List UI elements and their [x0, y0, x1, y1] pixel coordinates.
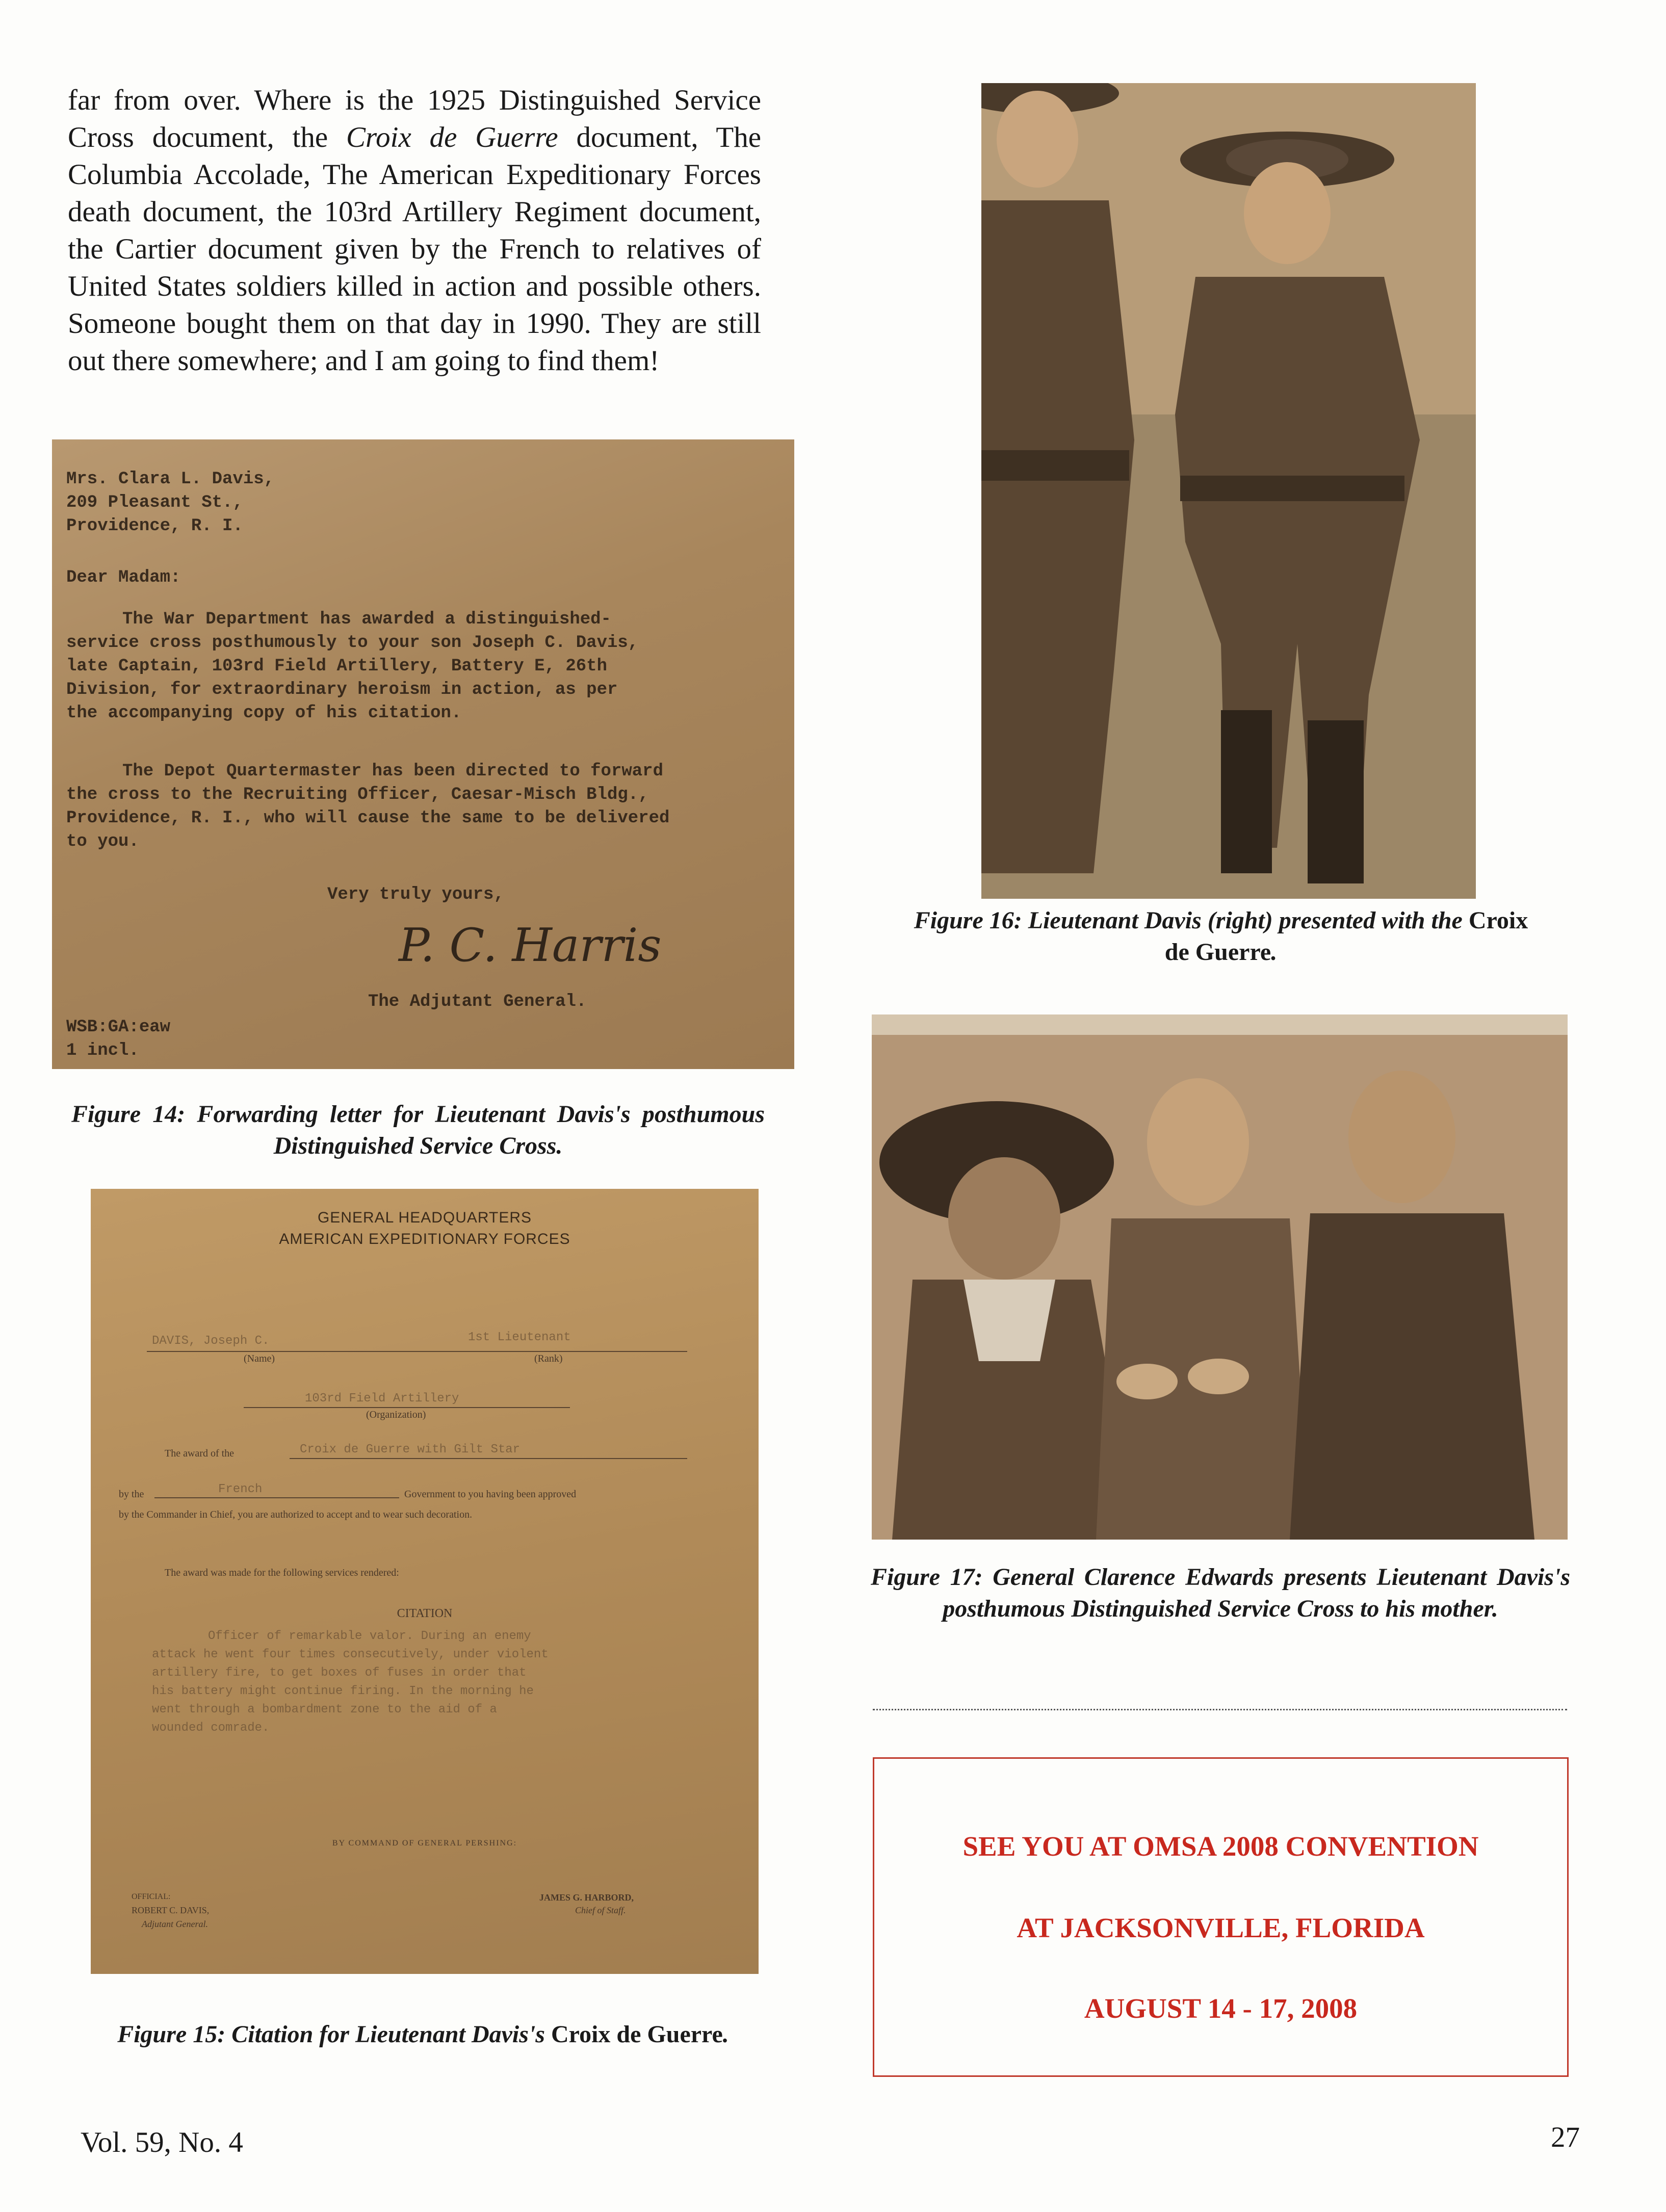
letter-line: The Depot Quartermaster has been directed to forward	[122, 762, 663, 781]
figure-15-caption-end: .	[722, 2021, 729, 2048]
address-line: Mrs. Clara L. Davis,	[66, 470, 275, 489]
letter-enclosure: 1 incl.	[66, 1041, 139, 1060]
convention-line-3: AUGUST 14 - 17, 2008	[1084, 1993, 1358, 2024]
letter-signature: P. C. Harris	[399, 919, 662, 972]
citation-rank-label: (Rank)	[534, 1353, 563, 1364]
citation-official-label: OFFICIAL:	[132, 1892, 171, 1901]
figure-16-caption-title: Croix de Guerre	[1164, 907, 1528, 966]
letter-initials: WSB:GA:eaw	[66, 1018, 171, 1037]
soldiers-photo	[981, 83, 1476, 899]
letter-address	[66, 467, 274, 538]
citation-org-value: 103rd Field Artillery	[305, 1392, 459, 1406]
citation-by-command: BY COMMAND OF GENERAL PERSHING:	[332, 1839, 517, 1847]
citation-award-lead: The award of the	[165, 1448, 235, 1459]
page-number: 27	[1551, 2121, 1580, 2153]
letter-line: late Captain, 103rd Field Artillery, Battery E, 26th	[66, 657, 607, 676]
citation-body-line: wounded comrade.	[152, 1721, 270, 1735]
citation-commander-text: by the Commander in Chief, you are authorized to accept and to wear such decoration.	[119, 1509, 473, 1520]
figure-15-caption-title: Croix de Guerre	[551, 2021, 723, 2048]
intro-text-1: far from over. Where is the 1925 Distinguished Service Cross document, the	[68, 84, 761, 153]
citation-chief-title: Chief of Staff.	[575, 1905, 626, 1915]
citation-body-line: attack he went four times consecutively, under violent	[152, 1648, 549, 1661]
citation-official-name: ROBERT C. DAVIS,	[132, 1905, 210, 1915]
figure-14-caption: Figure 14: Forwarding letter for Lieutenant Davis's posthumous Distinguished Service Cross.	[71, 1101, 765, 1159]
letter-signer-title: The Adjutant General.	[368, 992, 587, 1011]
convention-line-1: SEE YOU AT OMSA 2008 CONVENTION	[962, 1831, 1479, 1862]
figure-15-caption-text: Figure 15: Citation for Lieutenant Davis's	[117, 2021, 551, 2048]
citation-govt-rule	[154, 1497, 399, 1498]
letter-paragraph-2	[66, 760, 790, 853]
citation-title: CITATION	[397, 1607, 453, 1620]
citation-org-label: (Organization)	[366, 1409, 426, 1420]
letter-line: to you.	[66, 832, 139, 851]
intro-italic-title: Croix de Guerre	[346, 121, 558, 153]
citation-header-2: AMERICAN EXPEDITIONARY FORCES	[279, 1231, 570, 1247]
citation-header-1: GENERAL HEADQUARTERS	[317, 1209, 532, 1226]
citation-by-the: by the	[119, 1489, 144, 1500]
section-divider	[873, 1709, 1567, 1710]
citation-body	[152, 1627, 738, 1737]
letter-paragraph-1	[66, 608, 780, 725]
citation-body-line: artillery fire, to get boxes of fuses in order that	[152, 1666, 527, 1680]
citation-org-rule	[244, 1407, 570, 1408]
volume-issue: Vol. 59, No. 4	[81, 2126, 243, 2158]
letter-line: Division, for extraordinary heroism in action, as per	[66, 680, 618, 699]
figure-16-caption	[907, 905, 1534, 968]
figure-15-caption	[76, 2019, 770, 2050]
citation-services-text: The award was made for the following services rendered:	[165, 1567, 399, 1578]
letter-line: Providence, R. I., who will cause the same to be delivered	[66, 809, 670, 828]
convention-announcement	[873, 1757, 1569, 2077]
citation-govt-value: French	[218, 1482, 263, 1496]
letter-line: the accompanying copy of his citation.	[66, 704, 462, 723]
citation-name-label: (Name)	[244, 1353, 275, 1364]
letter-line: The War Department has awarded a distinguished-	[122, 610, 611, 629]
citation-body-line: went through a bombardment zone to the aid of a	[152, 1703, 497, 1716]
citation-name-value: DAVIS, Joseph C.	[152, 1334, 270, 1348]
letter-salutation: Dear Madam:	[66, 568, 181, 587]
presentation-photo-illustration	[872, 1014, 1568, 1540]
citation-award-rule	[290, 1458, 687, 1459]
intro-paragraph	[68, 82, 761, 379]
convention-line-2: AT JACKSONVILLE, FLORIDA	[1017, 1912, 1425, 1943]
citation-chief-name: JAMES G. HARBORD,	[539, 1892, 634, 1903]
soldiers-photo-illustration	[981, 83, 1476, 899]
intro-text-2: document, The Columbia Accolade, The American Expeditionary Forces death document, the 103rd Artillery Regiment document, the Cartier document given by the French to relatives of United States soldiers killed in action and possible others. Someone bought them on that day in 1990. They are still out there somewhere; and I am going to find them!	[68, 121, 761, 377]
figure-16-caption-end: .	[1271, 939, 1278, 966]
letter-line: service cross posthumously to your son Joseph C. Davis,	[66, 633, 639, 653]
address-line: 209 Pleasant St.,	[66, 493, 243, 512]
citation-name-rule	[147, 1351, 687, 1352]
citation-body-line: his battery might continue firing. In the morning he	[152, 1684, 534, 1698]
citation-award-value: Croix de Guerre with Gilt Star	[300, 1443, 520, 1456]
figure-16-caption-text: Figure 16: Lieutenant Davis (right) presented with the	[914, 907, 1469, 934]
address-line: Providence, R. I.	[66, 516, 243, 536]
citation-rank-value: 1st Lieutenant	[468, 1331, 571, 1344]
citation-body-line: Officer of remarkable valor. During an enemy	[208, 1629, 531, 1643]
presentation-photo	[872, 1014, 1568, 1540]
citation-image	[91, 1189, 759, 1974]
citation-govt-text: Government to you having been approved	[404, 1489, 577, 1500]
letter-image	[52, 439, 794, 1069]
letter-line: the cross to the Recruiting Officer, Caesar-Misch Bldg.,	[66, 785, 649, 804]
letter-closing: Very truly yours,	[327, 885, 504, 904]
figure-17-caption: Figure 17: General Clarence Edwards presents Lieutenant Davis's posthumous Distinguished Service Cross to his mother.	[871, 1564, 1570, 1622]
citation-official-title: Adjutant General.	[142, 1919, 208, 1929]
